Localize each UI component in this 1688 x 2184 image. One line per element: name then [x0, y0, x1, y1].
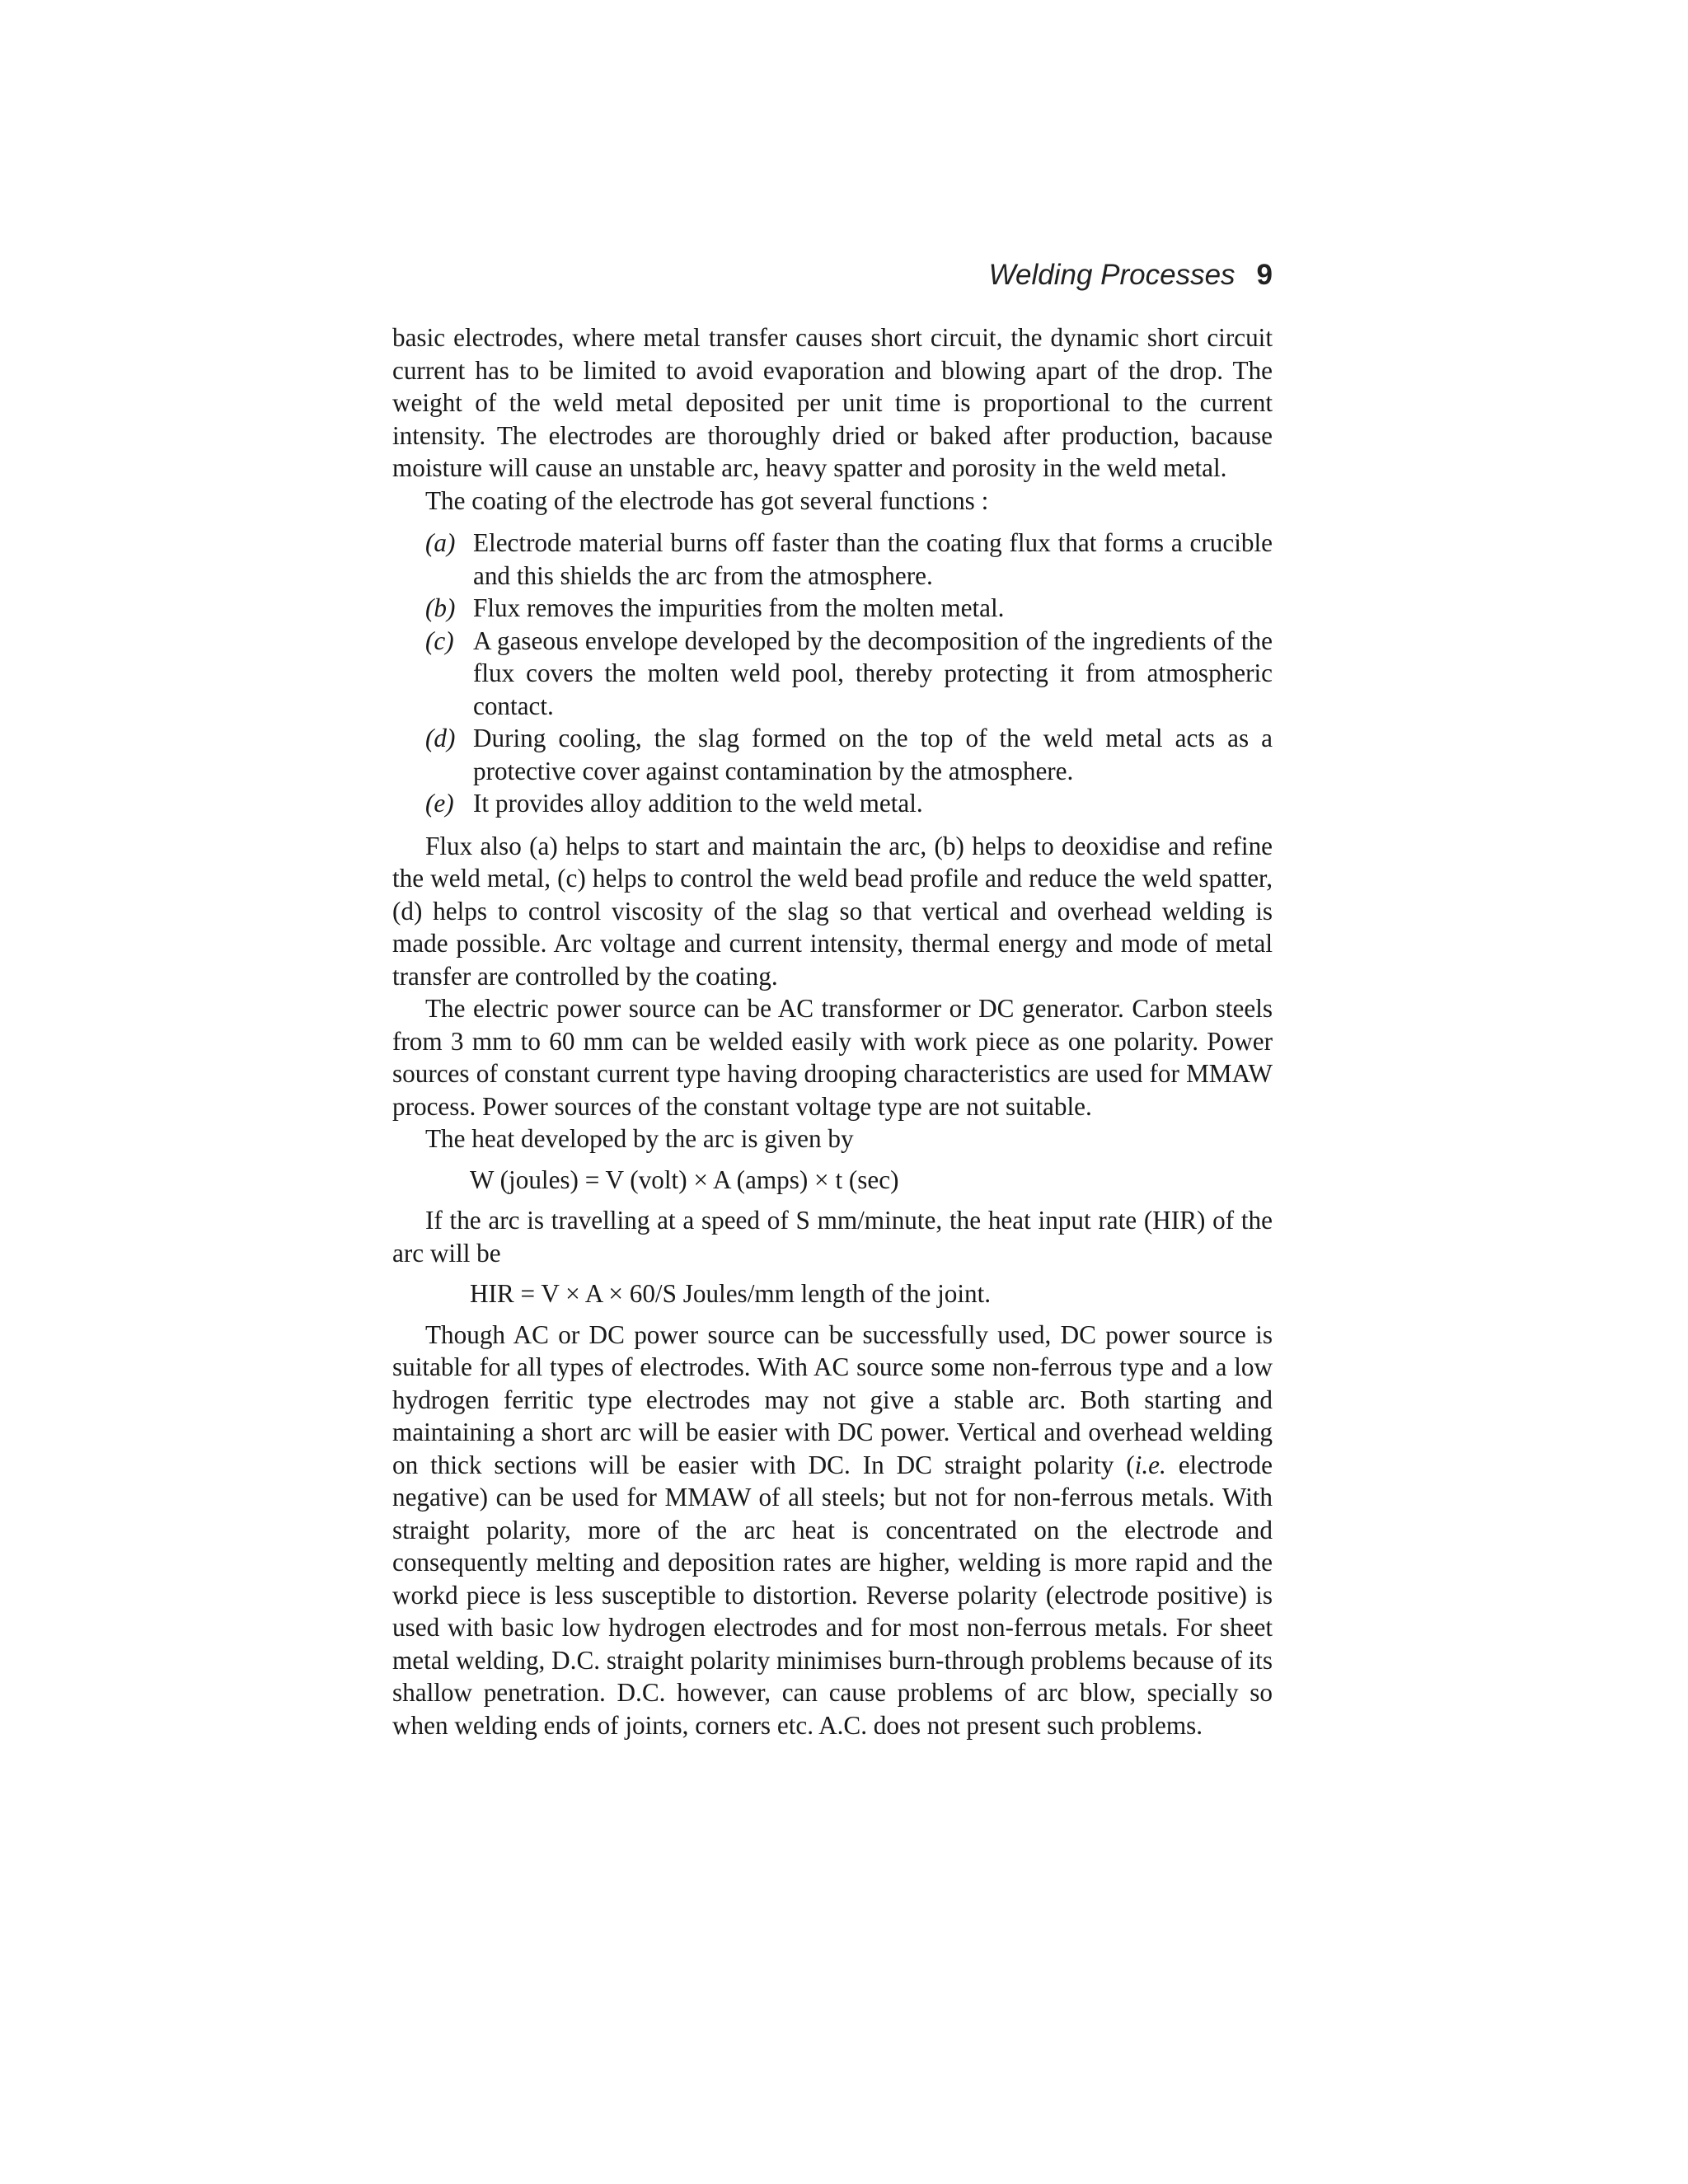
- list-item: [392, 527, 1273, 592]
- list-item-text: It provides alloy addition to the weld metal.: [473, 789, 923, 818]
- text-span: electrode negative) can be used for MMAW of all steels; but not for non-ferrous metals. With straight polarity, more of the arc heat is concentrated on the electrode and consequently melting and deposition rates are higher, welding is more rapid and the workd piece is less susceptible to distortion. Reverse polarity (electrode positive) is used with basic low hydrogen electrodes and for most non-ferrous metals. For sheet metal welding, D.C. straight polarity minimises burn-through problems because of its shallow penetration. D.C. however, can cause problems of arc blow, specially so when welding ends of joints, corners etc. A.C. does not present such problems.: [392, 1450, 1273, 1740]
- list-marker: (d): [425, 724, 456, 752]
- list-marker: (a): [425, 528, 456, 557]
- list-item-text: Flux removes the impurities from the molten metal.: [473, 593, 1005, 622]
- list-item: [392, 722, 1273, 787]
- list-item-text: During cooling, the slag formed on the top of the weld metal acts as a protective cover against contamination by the atmosphere.: [473, 724, 1273, 785]
- formula-heat: W (joules) = V (volt) × A (amps) × t (sec): [470, 1165, 899, 1194]
- formula-hir: HIR = V × A × 60/S Joules/mm length of the joint.: [470, 1279, 992, 1308]
- chapter-title: Welding Processes: [988, 259, 1236, 291]
- list-item: [392, 787, 1273, 820]
- list-item-text: Electrode material burns off faster than the coating flux that forms a crucible and this shields the arc from the atmosphere.: [473, 528, 1273, 590]
- list-item-text: A gaseous envelope developed by the decomposition of the ingredients of the flux covers the molten weld pool, thereby protecting it from atmospheric contact.: [473, 626, 1273, 720]
- paragraph-continued: basic electrodes, where metal transfer causes short circuit, the dynamic short circuit current has to be limited to avoid evaporation and blowing apart of the drop. The weight of the weld metal deposited per unit time is proportional to the current intensity. The electrodes are thoroughly dried or baked after production, bacause moisture will cause an unstable arc, heavy spatter and porosity in the weld metal.: [392, 323, 1273, 482]
- paragraph-power-source: The electric power source can be AC transformer or DC generator. Carbon steels from 3 mm to 60 mm can be welded easily with work piece as one polarity. Power sources of constant current type having drooping characteristics are used for MMAW process. Power sources of the constant voltage type are not suitable.: [392, 994, 1273, 1121]
- paragraph-heat-intro: The heat developed by the arc is given by: [425, 1124, 854, 1153]
- text-span: Though AC or DC power source can be successfully used, DC power source is suitable for all types of electrodes. With AC source some non-ferrous type and a low hydrogen ferritic type electrodes may not give a stable arc. Both starting and maintaining a short arc will be easier with DC power. Vertical and overhead welding on thick sections will be easier with DC. In DC straight polarity (: [392, 1319, 1273, 1479]
- paragraph-coating-functions-intro: The coating of the electrode has got several functions :: [425, 485, 989, 515]
- body-text: [392, 321, 1273, 1741]
- text-span-italic: i.e.: [1134, 1450, 1166, 1479]
- paragraph-ac-dc: [392, 1319, 1273, 1742]
- list-item: [392, 592, 1273, 625]
- list-marker: (e): [425, 789, 454, 818]
- paragraph-hir-intro: If the arc is travelling at a speed of S mm/minute, the heat input rate (HIR) of the arc will be: [392, 1206, 1273, 1268]
- running-header: [392, 255, 1273, 295]
- page-number: 9: [1256, 259, 1273, 291]
- list-marker: (c): [425, 626, 454, 655]
- list-marker: (b): [425, 593, 456, 622]
- list-item: [392, 625, 1273, 723]
- paragraph-flux: Flux also (a) helps to start and maintain the arc, (b) helps to deoxidise and refine the weld metal, (c) helps to control the weld bead profile and reduce the weld spatter, (d) helps to control viscosity of the slag so that vertical and overhead welding is made possible. Arc voltage and current intensity, thermal energy and mode of metal transfer are controlled by the coating.: [392, 831, 1273, 991]
- coating-functions-list: [392, 527, 1273, 820]
